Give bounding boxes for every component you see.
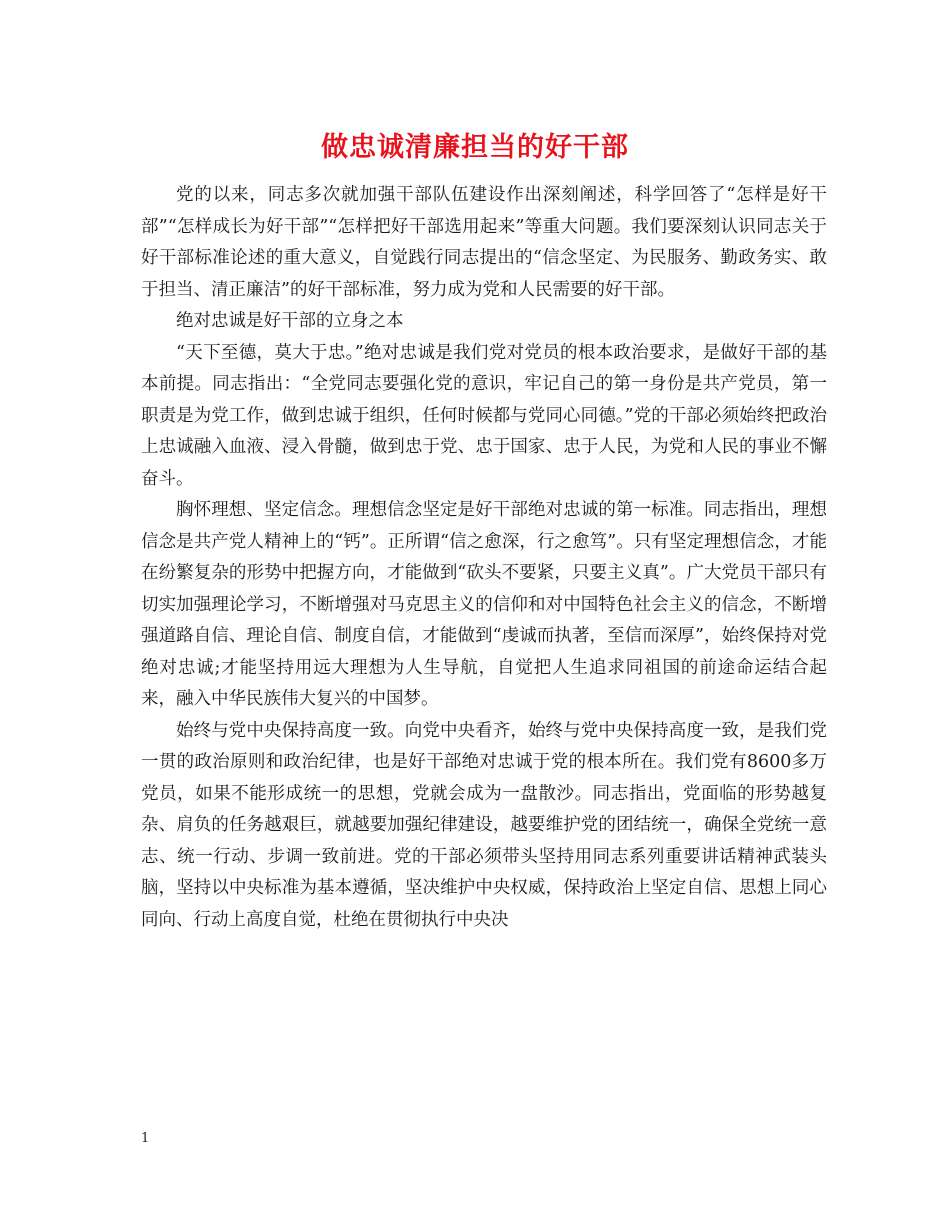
document-title: 做忠诚清廉担当的好干部 — [321, 132, 629, 163]
document-body — [141, 180, 827, 936]
intro-paragraph: 党的以来，同志多次就加强干部队伍建设作出深刻阐述，科学回答了“怎样是好干部”“怎样成长为好干部”“怎样把好干部选用起来”等重大问题。我们要深刻认识同志关于好干部标准论述的重大意义，自觉践行同志提出的“信念坚定、为民服务、勤政务实、敢于担当、清正廉洁”的好干部标准，努力成为党和人民需要的好干部。 — [141, 185, 827, 300]
ideals-paragraph: 胸怀理想、坚定信念。理想信念坚定是好干部绝对忠诚的第一标准。同志指出，理想信念是共产党人精神上的“钙”。正所谓“信之愈深，行之愈笃”。只有坚定理想信念，才能在纷繁复杂的形势中把握方向，才能做到“砍头不要紧，只要主义真”。广大党员干部只有切实加强理论学习，不断增强对马克思主义的信仰和对中国特色社会主义的信念，不断增强道路自信、理论自信、制度自信，才能做到“虔诚而执著，至信而深厚”，始终保持对党绝对忠诚;才能坚持用远大理想为人生导航，自觉把人生追求同祖国的前途命运结合起来，融入中华民族伟大复兴的中国梦。 — [141, 500, 827, 709]
alignment-paragraph: 始终与党中央保持高度一致。向党中央看齐，始终与党中央保持高度一致，是我们党一贯的政治原则和政治纪律，也是好干部绝对忠诚于党的根本所在。我们党有8600多万党员，如果不能形成统一的思想，党就会成为一盘散沙。同志指出，党面临的形势越复杂、肩负的任务越艰巨，就越要加强纪律建设，越要维护党的团结统一，确保全党统一意志、统一行动、步调一致前进。党的干部必须带头坚持用同志系列重要讲话精神武装头脑，坚持以中央标准为基本遵循，坚决维护中央权威，保持政治上坚定自信、思想上同心同向、行动上高度自觉，杜绝在贯彻执行中央决 — [141, 720, 827, 930]
loyalty-paragraph: “天下至德，莫大于忠。”绝对忠诚是我们党对党员的根本政治要求，是做好干部的基本前提。同志指出：“全党同志要强化党的意识，牢记自己的第一身份是共产党员，第一职责是为党工作，做到忠诚于组织，任何时候都与党同心同德。”党的干部必须始终把政治上忠诚融入血液、浸入骨髓，做到忠于党、忠于国家、忠于人民，为党和人民的事业不懈奋斗。 — [141, 342, 827, 489]
page-number: 1 — [141, 1131, 150, 1146]
section-heading: 绝对忠诚是好干部的立身之本 — [176, 311, 404, 331]
